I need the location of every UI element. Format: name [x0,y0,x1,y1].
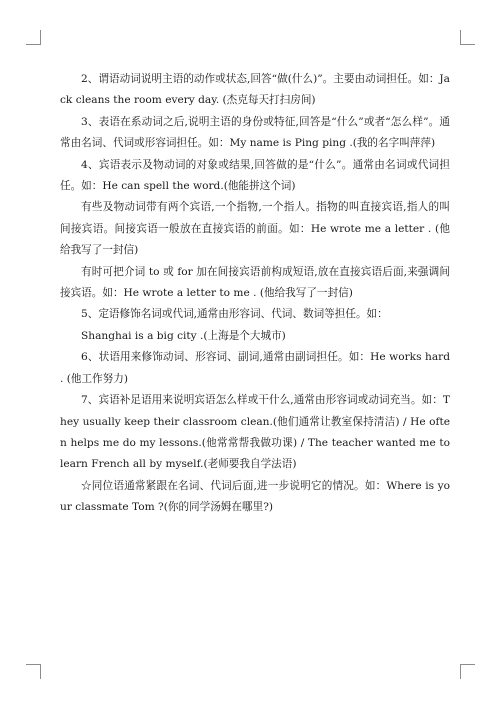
document-body [60,69,450,519]
crop-mark-top-left [26,30,41,45]
paragraph-attribute-example: Shanghai is a big city .(上海是个大城市) [81,329,286,342]
paragraph-predicate: 2、谓语动词说明主语的动作或状态,回答“做(什么)”。主要由动词担任。如：Jack cleans the room every day. (杰克每天打扫房间) [60,73,450,107]
crop-mark-bottom-right [460,664,475,679]
paragraph-adverbial: 6、状语用来修饰动词、形容词、副词,通常由副词担任。如：He works hard . (他工作努力) [60,351,450,385]
paragraph-predicative: 3、表语在系动词之后,说明主语的身份或特征,回答是“什么”或者“怎么样”。通常由名词、代词或形容词担任。如：My name is Ping ping .(我的名字叫萍萍) [60,115,450,150]
crop-mark-bottom-left [26,664,41,679]
paragraph-double-object: 有些及物动词带有两个宾语,一个指物,一个指人。指物的叫直接宾语,指人的叫间接宾语。间接宾语一般放在直接宾语的前面。如：He wrote me a letter . (他给我写了一封信) [60,201,450,257]
paragraph-appositive: ☆同位语通常紧跟在名词、代词后面,进一步说明它的情况。如：Where is your classmate Tom ?(你的同学汤姆在哪里?) [60,479,450,514]
paragraph-object: 4、宾语表示及物动词的对象或结果,回答做的是“什么”。通常由名词或代词担任。如：He can spell the word.(他能拼这个词) [60,158,450,193]
crop-mark-top-right [460,30,475,45]
paragraph-object-complement: 7、宾语补足语用来说明宾语怎么样或干什么,通常由形容词或动词充当。如：They usually keep their classroom clean.(他们通常让教室保持清洁) / He often helps me do my lessons.(他常常帮我做功课) / The teacher wanted me to learn French all by myself.(老师要我自学法语) [60,394,450,471]
paragraph-indirect-object-preposition: 有时可把介词 to 或 for 加在间接宾语前构成短语,放在直接宾语后面,来强调间接宾语。如：He wrote a letter to me . (他给我写了一封信) [60,265,450,300]
paragraph-attribute: 5、定语修饰名词或代词,通常由形容词、代词、数词等担任。如： [81,308,388,321]
